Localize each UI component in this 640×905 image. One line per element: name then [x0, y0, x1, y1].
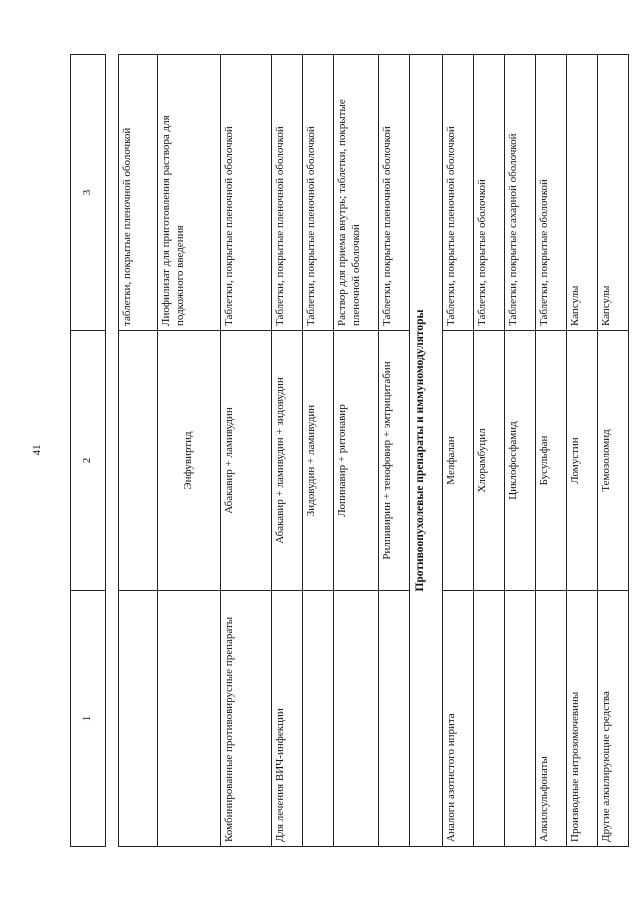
table-row [567, 55, 598, 847]
dosage-form-cell: Таблетки, покрытые пленочной оболочкой [303, 55, 334, 331]
dosage-form-cell: Таблетки, покрытые пленочной оболочкой [443, 55, 474, 331]
dosage-form-cell: Таблетки, покрытые сахарной оболочкой [505, 55, 536, 331]
dosage-form-cell: Таблетки, покрытые пленочной оболочкой [379, 55, 410, 331]
table-row [334, 55, 379, 847]
table-row [598, 55, 629, 847]
table-row [119, 55, 158, 847]
gap-row [106, 55, 119, 847]
drug-table [70, 54, 629, 847]
group-cell: Аналоги азотистого иприта [443, 591, 474, 847]
group-cell [303, 591, 334, 847]
drug-name-cell: Абакавир + ламивудин [221, 331, 272, 591]
drug-name-cell: Мелфалан [443, 331, 474, 591]
dosage-form-cell: Капсулы [598, 55, 629, 331]
rotated-page [70, 55, 612, 847]
table-row [505, 55, 536, 847]
table-row [474, 55, 505, 847]
group-cell: Алкилсульфонаты [536, 591, 567, 847]
table-row [221, 55, 272, 847]
table-row [303, 55, 334, 847]
drug-name-cell: Абакавир + ламивудин + зидовудин [272, 331, 303, 591]
group-cell: Для лечения ВИЧ-инфекции [272, 591, 303, 847]
header-col-2: 2 [71, 331, 106, 591]
dosage-form-cell: таблетки, покрытые пленочной оболочкой [119, 55, 158, 331]
table-row [536, 55, 567, 847]
drug-name-cell: Зидовудин + ламивудин [303, 331, 334, 591]
dosage-form-cell: Таблетки, покрытые пленочной оболочкой [272, 55, 303, 331]
group-cell: Производные нитрозомочевины [567, 591, 598, 847]
section-heading: Противоопухолевые препараты и иммуномодуляторы [410, 55, 443, 847]
group-cell [334, 591, 379, 847]
dosage-form-cell: Таблетки, покрытые оболочкой [474, 55, 505, 331]
drug-name-cell: Энфувиртид [158, 331, 221, 591]
dosage-form-cell: Капсулы [567, 55, 598, 331]
drug-name-cell: Темозоломид [598, 331, 629, 591]
drug-name-cell [119, 331, 158, 591]
dosage-form-cell: Таблетки, покрытые оболочкой [536, 55, 567, 331]
drug-name-cell: Циклофосфамид [505, 331, 536, 591]
drug-name-cell: Ломустин [567, 331, 598, 591]
table-row [379, 55, 410, 847]
table-row [443, 55, 474, 847]
dosage-form-cell: Таблетки, покрытые пленочной оболочкой [221, 55, 272, 331]
group-cell [119, 591, 158, 847]
header-row [71, 55, 106, 847]
group-cell [505, 591, 536, 847]
section-heading-row [410, 55, 443, 847]
page-number: 41 [31, 444, 43, 456]
drug-name-cell: Хлорамбуцил [474, 331, 505, 591]
header-col-1: 1 [71, 591, 106, 847]
drug-name-cell: Бусульфан [536, 331, 567, 591]
group-cell: Другие алкилирующие средства [598, 591, 629, 847]
group-cell [474, 591, 505, 847]
table-row [158, 55, 221, 847]
dosage-form-cell: Лиофилизат для приготовления раствора для подкожного введения [158, 55, 221, 331]
group-cell [158, 591, 221, 847]
group-cell: Комбинированные противовирусные препараты [221, 591, 272, 847]
header-col-3: 3 [71, 55, 106, 331]
table-row [272, 55, 303, 847]
group-cell [379, 591, 410, 847]
dosage-form-cell: Раствор для приема внутрь; таблетки, покрытые пленочной оболочкой [334, 55, 379, 331]
drug-name-cell: Лопинавир + ритонавир [334, 331, 379, 591]
drug-name-cell: Рилпивирин + тенофовир + эмтрицитабин [379, 331, 410, 591]
